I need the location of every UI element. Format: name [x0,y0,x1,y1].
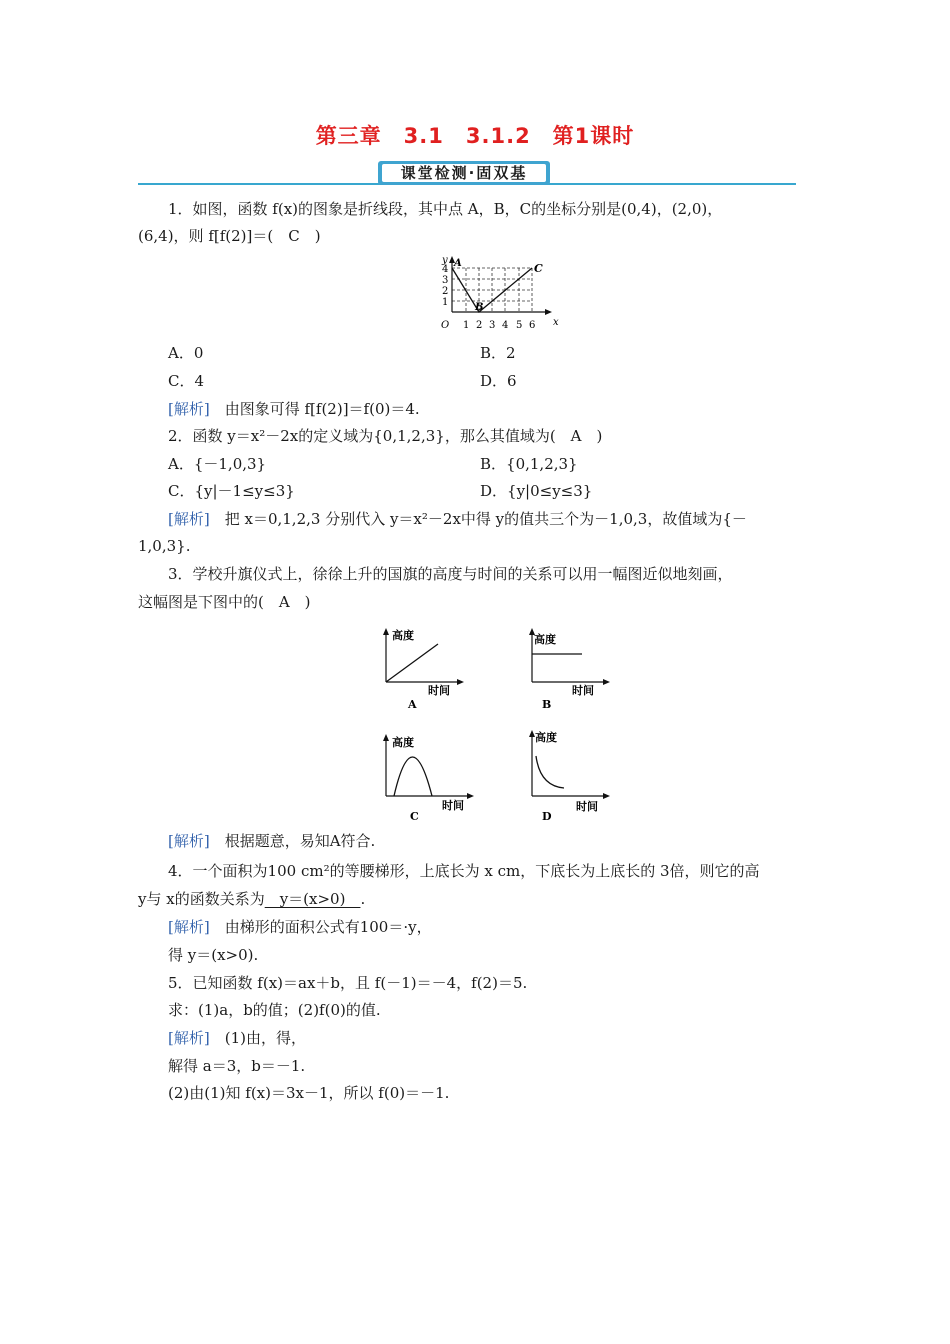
q5-stem-line1: 5．已知函数 f(x)＝ax＋b，且 f(－1)＝－4，f(2)＝5. [168,974,528,992]
page-title: 第三章 3.1 3.1.2 第1课时 [315,124,635,148]
q4-analysis-text: 由梯形的面积公式有100＝·y， [209,918,432,936]
q5-analysis-line1 [168,1028,306,1048]
q3-graph-c-caption: C [410,810,419,822]
q3-analysis-tag: [解析] [168,832,210,850]
q2-option-b: B．{0,1,2,3} [480,455,578,473]
q2-option-d: D．{y|0≤y≤3} [480,482,593,500]
q1-graph-y-label: y [442,255,448,266]
q3-graph-d-caption: D [542,810,552,822]
q1-option-c: C．4 [168,372,205,390]
q5-analysis-text: (1)由，得， [209,1029,306,1047]
q3-graph-b-y-label: 高度 [534,633,556,646]
q1-x-tick-1: 1 [463,320,470,331]
q2-analysis-tag: [解析] [168,510,210,528]
q4-answer-blank: y＝(x>0) [264,890,361,908]
q1-point-c: C [534,262,543,275]
q4-stem-suffix: . [360,890,366,908]
q1-option-b: B．2 [480,344,516,362]
q3-graph-c-y-label: 高度 [392,736,414,749]
q2-analysis-text: 把 x＝0,1,2,3 分别代入 y＝x²－2x中得 y的值共三个为－1,0,3，故值域为{－ [209,510,747,528]
q2-analysis-line1 [168,509,747,529]
q4-stem-line2 [138,889,365,909]
q3-graph-d [522,726,612,822]
q3-graph-a-y-label: 高度 [392,629,414,642]
q1-option-a: A．0 [168,344,204,362]
q1-x-tick-6: 6 [529,320,536,331]
q2-option-a: A．{－1,0,3} [168,455,267,473]
q1-x-tick-2: 2 [476,320,483,331]
q1-x-tick-4: 4 [502,320,509,331]
q1-stem-line1: 1．如图，函数 f(x)的图象是折线段，其中点 A，B，C的坐标分别是(0,4)，(2,0)， [168,200,723,218]
q1-y-tick-2: 2 [442,286,449,297]
q4-analysis-line1 [168,917,432,937]
q2-analysis-line2: 1,0,3}. [138,537,191,555]
q1-graph-x-label: x [553,317,559,328]
q1-point-a: A [454,258,462,269]
q3-graph-c-x-label: 时间 [442,799,464,812]
q3-graph-a [376,624,466,712]
q1-y-tick-1: 1 [442,297,449,308]
q1-x-tick-5: 5 [516,320,523,331]
q1-analysis-text: 由图象可得 f[f(2)]＝f(0)＝4. [209,400,420,418]
q1-analysis-tag: [解析] [168,400,210,418]
q1-y-tick-3: 3 [442,275,449,286]
q1-y-tick-4: 4 [442,264,449,275]
q1-graph-origin: O [441,320,450,331]
section-banner-text: 课堂检测·固双基 [382,164,546,182]
q1-x-tick-3: 3 [489,320,496,331]
q5-analysis-line3: (2)由(1)知 f(x)＝3x－1，所以 f(0)＝－1. [168,1084,450,1102]
q3-graph-a-x-label: 时间 [428,684,450,697]
q1-point-b: B [475,302,484,313]
section-banner [378,161,550,185]
q3-graph-b-caption: B [542,698,552,711]
q3-analysis [168,831,375,851]
q3-graph-b-x-label: 时间 [572,684,594,697]
q4-stem-line1: 4．一个面积为100 cm²的等腰梯形，上底长为 x cm，下底长为上底长的 3倍，则它的高 [168,862,760,880]
q3-graph-d-x-label: 时间 [576,800,598,813]
q4-stem-prefix: y与 x的函数关系为 [138,890,265,908]
q1-analysis [168,399,420,419]
q3-stem-line1: 3．学校升旗仪式上，徐徐上升的国旗的高度与时间的关系可以用一幅图近似地刻画， [168,565,733,583]
q5-stem-line2: 求：(1)a，b的值；(2)f(0)的值. [168,1001,381,1019]
q4-analysis-tag: [解析] [168,918,210,936]
q5-analysis-line2: 解得 a＝3，b＝－1. [168,1057,306,1075]
q3-graph-b [522,624,612,712]
q2-option-c: C．{y|－1≤y≤3} [168,482,295,500]
q1-stem-line2: (6,4)，则 f[f(2)]＝( C ) [138,227,321,245]
q1-option-d: D．6 [480,372,517,390]
q4-analysis-line2: 得 y＝(x>0). [168,946,259,964]
q3-stem-line2: 这幅图是下图中的( A ) [138,593,311,611]
q2-stem: 2．函数 y＝x²－2x的定义域为{0,1,2,3}，那么其值域为( A ) [168,427,603,445]
q3-analysis-text: 根据题意，易知A符合. [209,832,376,850]
q3-graph-a-caption: A [408,698,417,711]
q5-analysis-tag: [解析] [168,1029,210,1047]
q3-graph-d-y-label: 高度 [535,731,557,744]
q3-graph-c [376,730,476,822]
q1-piecewise-graph [430,254,560,332]
